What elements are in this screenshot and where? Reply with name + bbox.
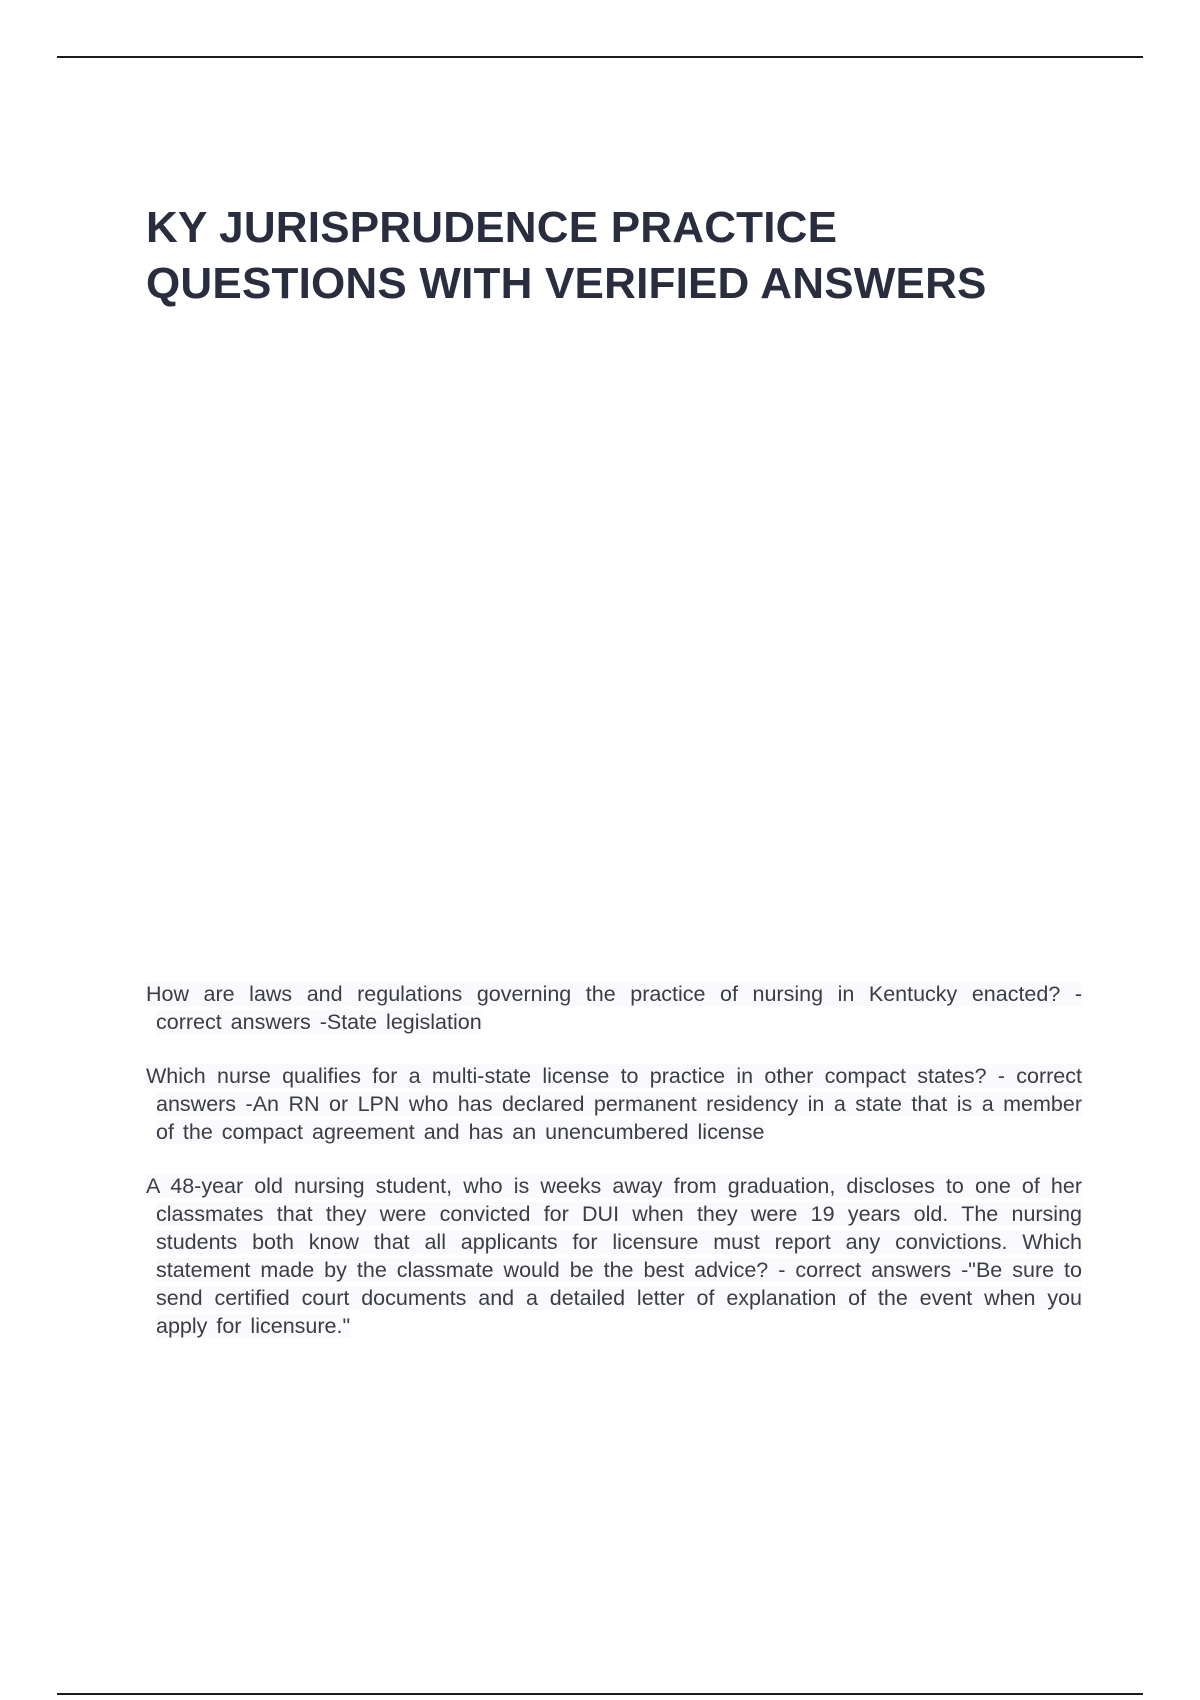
qa-item-text: Which nurse qualifies for a multi-state license to practice in other compact states? - correct answers -An RN or LPN who has declared permanent residency in a state that is a member of the compact agreement and has an unencumbered license [146,1064,1082,1144]
document-title: KY JURISPRUDENCE PRACTICE QUESTIONS WITH VERIFIED ANSWERS [146,203,987,308]
top-rule [57,56,1143,58]
qa-item [146,980,1082,1036]
qa-item-text: How are laws and regulations governing the practice of nursing in Kentucky enacted? - correct answers -State legislation [146,982,1082,1034]
qa-item [146,1062,1082,1146]
qa-item-text: A 48-year old nursing student, who is weeks away from graduation, discloses to one of her classmates that they were convicted for DUI when they were 19 years old. The nursing students both know that all applicants for licensure must report any convictions. Which statement made by the classmate would be the best advice? - correct answers -"Be sure to send certified court documents and a detailed letter of explanation of the event when you apply for licensure." [146,1174,1082,1338]
qa-list [146,980,1082,1366]
bottom-rule [57,1693,1143,1695]
qa-item [146,1172,1082,1340]
